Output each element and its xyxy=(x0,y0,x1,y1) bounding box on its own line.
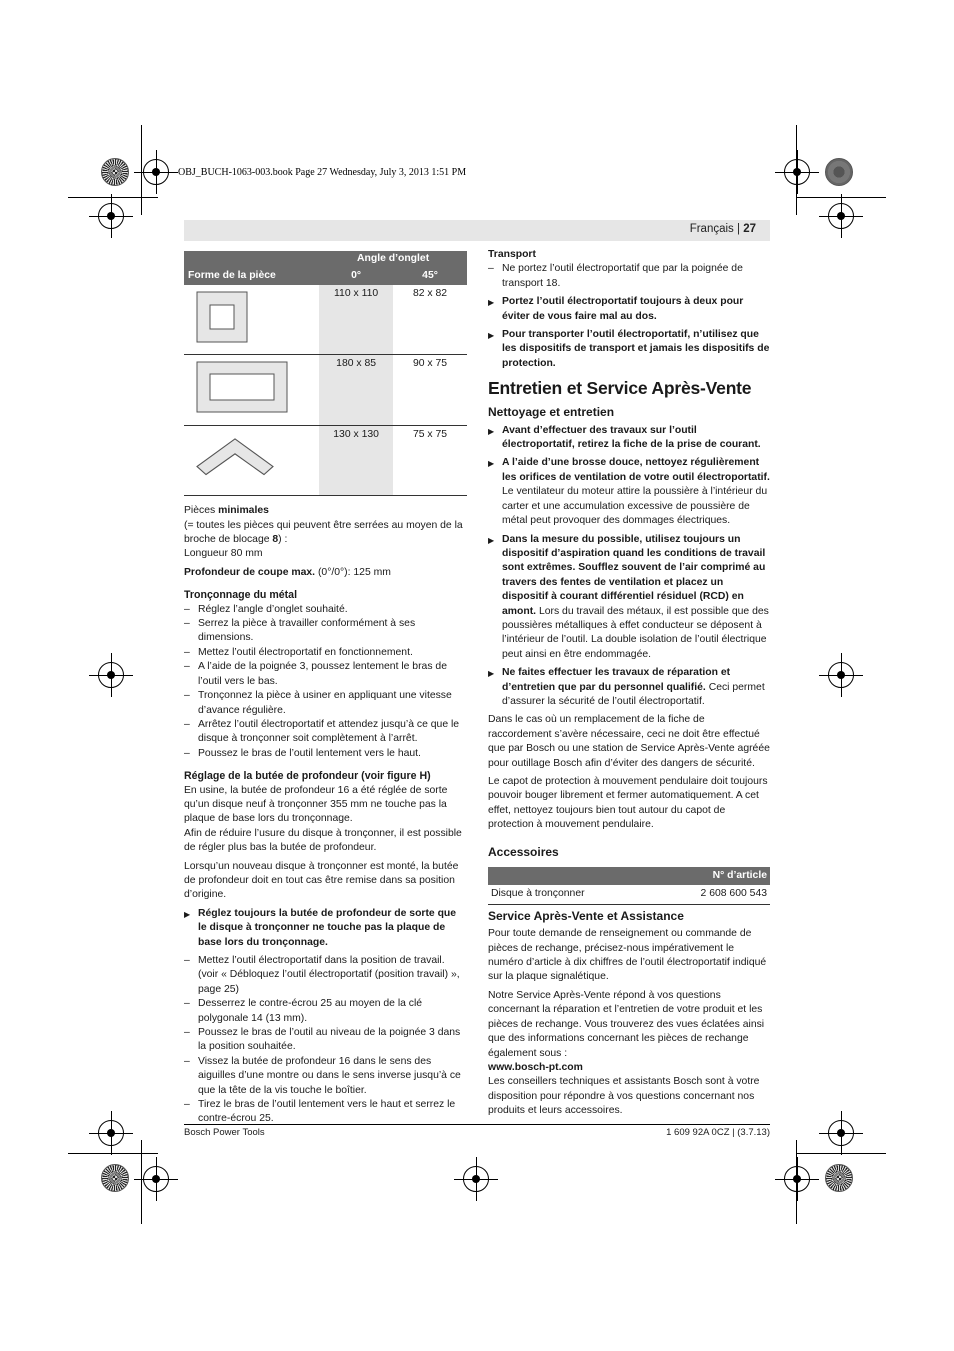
right-column xyxy=(488,248,770,1119)
registration-mark-icon xyxy=(828,203,854,229)
table-row xyxy=(488,885,770,904)
table-row xyxy=(184,285,467,355)
depth-stop-p2: Afin de réduire l’usure du disque à tronçonner, il est possible de régler plus bas la butée de profondeur. xyxy=(184,827,462,854)
registration-mark-icon xyxy=(784,1166,810,1192)
table-row xyxy=(184,355,467,425)
list-item: – Ne portez l’outil électroportatif que par la poignée de transport 18. xyxy=(488,262,770,291)
list-item: – Vissez la butée de profondeur 16 dans le sens des aiguilles d’une montre ou dans le sens inverse jusqu’à ce que la tête de la vis touche le boîtier. xyxy=(184,1055,467,1098)
rectangle-profile-icon xyxy=(184,355,312,419)
cleaning-warning: ▶ Ne faites effectuer les travaux de réparation et d’entretien que par du personnel qualifié. Ceci permet d’assurer la sécurité de l’outil électroportatif. xyxy=(488,666,770,709)
registration-mark-icon xyxy=(98,662,124,688)
left-column xyxy=(184,251,467,1127)
max-depth: Profondeur de coupe max. (0°/0°): 125 mm xyxy=(184,566,391,578)
list-item: – Mettez l’outil électroportatif en fonctionnement. xyxy=(184,646,467,660)
crop-mark xyxy=(68,197,158,198)
cleaning-warning: ▶ Avant d’effectuer des travaux sur l’outil électroportatif, retirez la fiche de la prise de courant. xyxy=(488,424,770,453)
miter-45-header: 45° xyxy=(393,268,467,285)
depth-stop-warning: ▶ Réglez toujours la butée de profondeur de sorte que le disque à tronçonner ne touche pas la plaque de base lors du tronçonnage. xyxy=(184,907,467,950)
min-length: Longueur 80 mm xyxy=(184,548,263,560)
color-target-icon xyxy=(101,158,129,186)
registration-mark-icon xyxy=(784,159,810,185)
crop-mark xyxy=(796,125,797,215)
page-number: 27 xyxy=(743,223,756,235)
list-item: – Mettez l’outil électroportatif dans la position de travail. (voir « Débloquez l’outil électroportatif (position travail) », page 25) xyxy=(184,954,467,997)
transport-title: Transport xyxy=(488,249,536,260)
list-item: – Tirez le bras de l’outil lentement vers le haut et serrez le contre-écrou 25. xyxy=(184,1098,467,1127)
registration-mark-icon xyxy=(143,1166,169,1192)
registration-mark-icon xyxy=(463,1166,489,1192)
depth-stop-p3: Lorsqu’un nouveau disque à tronçonner est monté, la butée de profondeur doit en tout cas être remise dans sa position d’origine. xyxy=(184,860,459,901)
crop-mark xyxy=(796,197,886,198)
header-language: Français xyxy=(689,223,734,235)
table-row xyxy=(184,425,467,495)
service-title: Service Après-Vente et Assistance xyxy=(488,908,684,923)
accessory-number: 2 608 600 543 xyxy=(651,885,770,904)
list-item: – Desserrez le contre-écrou 25 au moyen de la clé polygonale 14 (13 mm). xyxy=(184,997,467,1026)
list-item: – Tronçonnez la pièce à usiner en appliquant une vitesse d’avance régulière. xyxy=(184,689,467,718)
min-pieces-desc: (= toutes les pièces qui peuvent être serrées au moyen de la broche de blocage 8) : xyxy=(184,519,463,546)
registration-mark-icon xyxy=(828,1120,854,1146)
guard-paragraph: Le capot de protection à mouvement pendulaire doit toujours pouvoir bouger librement et fermer automatiquement. A cet effet, nettoyez toujours bien tout autour du capot de protection à mouvement pendulaire. xyxy=(488,776,768,831)
accessories-table xyxy=(488,867,770,905)
registration-mark-icon xyxy=(143,159,169,185)
color-target-icon xyxy=(825,1164,853,1192)
angle-shape-cell xyxy=(184,425,319,495)
depth-stop-title: Réglage de la butée de profondeur (voir figure H) xyxy=(184,770,431,783)
transport-warning: ▶ Portez l’outil électroportatif toujours à deux pour éviter de vous faire mal au dos. xyxy=(488,295,770,324)
service-paragraph: Notre Service Après-Vente répond à vos questions concernant la réparation et l’entretien de votre produit et les pièces de rechange. Vous trouverez des vues éclatées ainsi que des informations concernant les pièces de rechange également sous : xyxy=(488,989,765,1059)
list-item: – Poussez le bras de l’outil au niveau de la poignée 3 dans la position souhaitée. xyxy=(184,1026,467,1055)
miter-table xyxy=(184,251,467,496)
service-paragraph: Pour toute demande de renseignement ou commande de pièces de rechange, précisez-nous impérativement le numéro d’article à dix chiffres de l’outil électroportatif indiqué sur la plaque signalétique. xyxy=(488,928,767,983)
angle-profile-icon xyxy=(184,426,312,490)
depth-stop-p1: En usine, la butée de profondeur 16 a été réglée de sorte qu’un disque neuf à tronçonner 355 mm ne touche pas la plaque de base lors du tronçonnage. xyxy=(184,784,448,825)
maintenance-title: Entretien et Service Après-Vente xyxy=(488,378,752,399)
square-profile-icon xyxy=(184,285,312,349)
cleaning-warning: ▶ A l’aide d’une brosse douce, nettoyez régulièrement les orifices de ventilation de votre outil électroportatif. Le ventilateur du moteur attire la poussière à l’intérieur du carter et une accumulation excessive de poussière de métal peut provoquer des dommages électriques. xyxy=(488,456,770,528)
article-number-header: N° d’article xyxy=(488,867,770,885)
miter-cell: 90 x 75 xyxy=(393,355,467,425)
crop-mark xyxy=(796,1153,886,1154)
page-footer xyxy=(184,1124,770,1138)
cable-paragraph: Dans le cas où un remplacement de la fiche de raccordement s’avère nécessaire, ceci ne doit être effectué que par Bosch ou une station de Service Après-Vente agréée pour outillage Bosch afin d’éviter des dangers de sécurité. xyxy=(488,714,770,769)
registration-mark-icon xyxy=(828,662,854,688)
page-header: Français | 27 xyxy=(184,220,770,241)
service-paragraph: Les conseillers techniques et assistants Bosch sont à votre disposition pour répondre à vos questions concernant nos produits et leurs accessoires. xyxy=(488,1076,760,1117)
cleaning-warning: ▶ Dans la mesure du possible, utilisez toujours un dispositif d’aspiration quand les conditions de travail sont extrêmes. Soufflez souvent de l’air comprimé au travers des fentes de ventilation et placez un dispositif à courant différentiel résiduel (RCD) en amont. Lors du travail des métaux, il est possible que des poussières métalliques à effet conducteur se déposent à l’intérieur de l’outil. La double isolation de l’outil électrique peut ainsi en être endommagée. xyxy=(488,533,770,663)
service-url[interactable]: www.bosch-pt.com xyxy=(488,1061,583,1073)
print-line: OBJ_BUCH-1063-003.book Page 27 Wednesday, July 3, 2013 1:51 PM xyxy=(178,167,467,178)
miter-cell: 130 x 130 xyxy=(319,425,393,495)
color-target-icon xyxy=(825,158,853,186)
crop-mark xyxy=(68,1153,158,1154)
miter-angle-header: Angle d’onglet xyxy=(319,251,467,268)
miter-cell: 75 x 75 xyxy=(393,425,467,495)
registration-mark-icon xyxy=(98,1120,124,1146)
list-item: – A l’aide de la poignée 3, poussez lentement le bras de l’outil vers le bas. xyxy=(184,660,467,689)
square-shape-cell xyxy=(184,285,319,355)
list-item: – Poussez le bras de l’outil lentement vers le haut. xyxy=(184,747,467,761)
footer-brand: Bosch Power Tools xyxy=(184,1127,265,1138)
miter-cell: 180 x 85 xyxy=(319,355,393,425)
list-item: – Réglez l’angle d’onglet souhaité. xyxy=(184,603,467,617)
accessories-title: Accessoires xyxy=(488,844,559,859)
miter-table-blank xyxy=(184,251,319,268)
list-item: – Serrez la pièce à travailler conformément à ses dimensions. xyxy=(184,617,467,646)
miter-cell: 110 x 110 xyxy=(319,285,393,355)
rectangle-shape-cell xyxy=(184,355,319,425)
cutting-title: Tronçonnage du métal xyxy=(184,589,298,602)
color-target-icon xyxy=(101,1164,129,1192)
registration-mark-icon xyxy=(98,203,124,229)
miter-shape-header: Forme de la pièce xyxy=(184,268,319,285)
transport-warning: ▶ Pour transporter l’outil électroportatif, n’utilisez que les dispositifs de transport et jamais les dispositifs de protection. xyxy=(488,328,770,371)
cleaning-title: Nettoyage et entretien xyxy=(488,405,615,420)
crop-mark xyxy=(141,125,142,215)
accessory-name: Disque à tronçonner xyxy=(488,885,651,904)
miter-0-header: 0° xyxy=(319,268,393,285)
list-item: – Arrêtez l’outil électroportatif et attendez jusqu’à ce que le disque à tronçonner soit complètement à l’arrêt. xyxy=(184,718,467,747)
footer-doc-id: 1 609 92A 0CZ | (3.7.13) xyxy=(666,1127,770,1138)
min-pieces: Pièces minimales xyxy=(184,505,269,517)
miter-cell: 82 x 82 xyxy=(393,285,467,355)
